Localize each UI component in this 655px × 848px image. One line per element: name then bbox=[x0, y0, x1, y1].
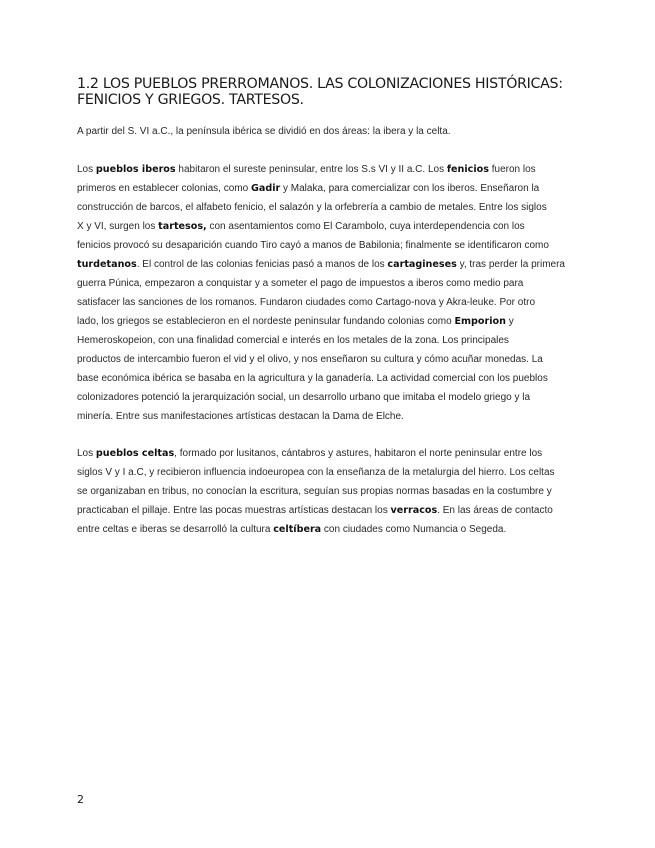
iberos-line-4 bbox=[77, 217, 617, 236]
text-run: lado, los griegos se establecieron en el nordeste peninsular fundando colonias como bbox=[77, 316, 455, 327]
text-run: . En las áreas de contacto bbox=[437, 505, 553, 516]
iberos-line-6 bbox=[77, 255, 617, 274]
iberos-line-14: minería. Entre sus manifestaciones artísticas destacan la Dama de Elche. bbox=[77, 411, 404, 422]
term-verracos: verracos bbox=[390, 505, 438, 516]
celtas-line-1 bbox=[77, 444, 617, 463]
iberos-line-3: construcción de barcos, el alfabeto fenicio, el salazón y la orfebrería a cambio de metales. Entre los siglos bbox=[77, 202, 547, 213]
term-celtibera: celtíbera bbox=[273, 524, 322, 535]
intro-line: A partir del S. VI a.C., la península ibérica se dividió en dos áreas: la ibera y la celta. bbox=[77, 126, 451, 137]
text-run: Los bbox=[77, 448, 96, 459]
text-run: con asentamientos como El Carambolo, cuya interdependencia con los bbox=[206, 221, 525, 232]
iberos-line-1 bbox=[77, 160, 617, 179]
text-run: con ciudades como Numancia o Segeda. bbox=[321, 524, 507, 535]
text-run: primeros en establecer colonias, como bbox=[77, 183, 251, 194]
iberos-line-11: productos de intercambio fueron el vid y el olivo, y nos enseñaron su cultura y cómo acuñar monedas. La bbox=[77, 354, 543, 365]
text-run: X y VI, surgen los bbox=[77, 221, 159, 232]
heading-line-2: FENICIOS Y GRIEGOS. TARTESOS. bbox=[77, 92, 304, 108]
iberos-line-7: guerra Púnica, empezaron a conquistar y a someter el pago de impuestos a iberos como medio para bbox=[77, 278, 524, 289]
term-gadir: Gadir bbox=[250, 183, 281, 194]
term-pueblos-celtas: pueblos celtas bbox=[95, 448, 175, 459]
term-emporion: Emporion bbox=[454, 316, 506, 327]
iberos-line-2 bbox=[77, 179, 617, 198]
celtas-line-5 bbox=[77, 520, 617, 539]
page-number: 2 bbox=[77, 793, 84, 806]
term-tartesos: tartesos, bbox=[158, 221, 207, 232]
text-run: Los bbox=[77, 164, 96, 175]
text-run: entre celtas e iberas se desarrolló la cultura bbox=[77, 524, 274, 535]
iberos-line-10: Hemeroskopeion, con una finalidad comercial e interés en los metales de la zona. Los principales bbox=[77, 335, 509, 346]
celtas-line-4 bbox=[77, 501, 617, 520]
section-heading bbox=[77, 76, 577, 108]
text-run: . El control de las colonias fenicias pasó a manos de los bbox=[136, 259, 388, 270]
heading-line-1: 1.2 LOS PUEBLOS PRERROMANOS. LAS COLONIZACIONES HISTÓRICAS: bbox=[77, 76, 563, 92]
iberos-line-5: fenicios provocó su desaparición cuando Tiro cayó a manos de Babilonia; finalmente se identificaron como bbox=[77, 240, 549, 251]
term-cartagineses: cartagineses bbox=[387, 259, 457, 270]
term-fenicios: fenicios bbox=[446, 164, 489, 175]
celtas-line-3: se organizaban en tribus, no conocían la escritura, seguían sus propias normas basadas en la costumbre y bbox=[77, 486, 552, 497]
intro-paragraph bbox=[77, 122, 617, 141]
iberos-line-9 bbox=[77, 312, 617, 331]
iberos-paragraph bbox=[77, 160, 617, 426]
text-run: , formado por lusitanos, cántabros y astures, habitaron el norte peninsular entre los bbox=[174, 448, 543, 459]
celtas-line-2: siglos V y I a.C, y recibieron influencia indoeuropea con la enseñanza de la metalurgia del hierro. Los celtas bbox=[77, 467, 555, 478]
iberos-line-8: satisfacer las sanciones de los romanos. Fundaron ciudades como Cartago-nova y Akra-leuke. Por otro bbox=[77, 297, 536, 308]
text-run: y, tras perder la primera bbox=[456, 259, 565, 270]
iberos-line-13: colonizadores potenció la jerarquización social, un desarrollo urbano que imitaba el modelo griego y la bbox=[77, 392, 531, 403]
text-run: habitaron el sureste peninsular, entre los S.s VI y II a.C. Los bbox=[175, 164, 447, 175]
text-run: fueron los bbox=[488, 164, 536, 175]
iberos-line-12: base económica ibérica se basaba en la agricultura y la ganadería. La actividad comercial con los pueblos bbox=[77, 373, 548, 384]
term-pueblos-iberos: pueblos iberos bbox=[95, 164, 176, 175]
term-turdetanos: turdetanos bbox=[77, 259, 137, 270]
celtas-paragraph bbox=[77, 444, 617, 539]
text-run: practicaban el pillaje. Entre las pocas muestras artísticas destacan los bbox=[77, 505, 391, 516]
text-run: y Malaka, para comercializar con los iberos. Enseñaron la bbox=[280, 183, 540, 194]
text-run: y bbox=[505, 316, 514, 327]
